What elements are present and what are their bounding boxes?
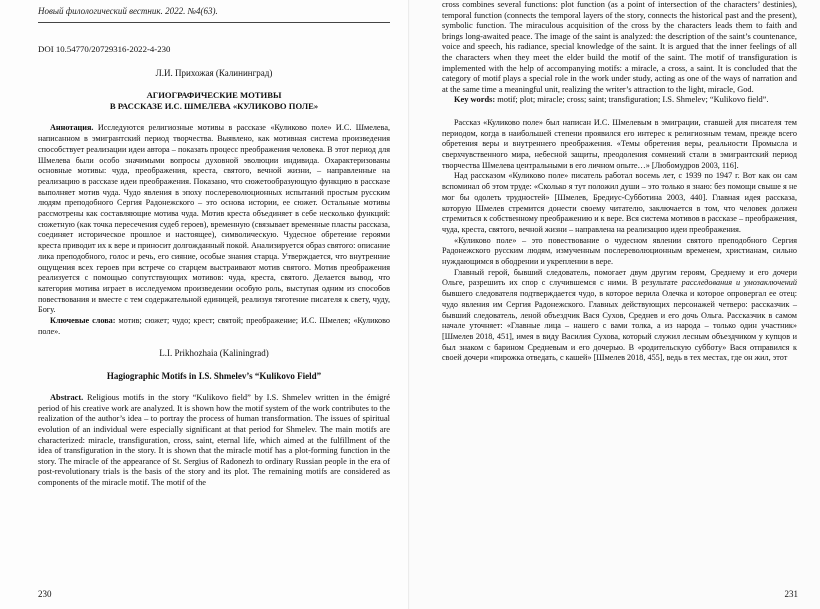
abstract-en bbox=[38, 393, 390, 488]
author-en: L.I. Prikhozhaia (Kaliningrad) bbox=[159, 348, 269, 359]
running-head: Новый филологический вестник. 2022. №4(63). bbox=[38, 6, 218, 16]
abstract-label: Аннотация. bbox=[50, 123, 94, 133]
left-column bbox=[38, 44, 390, 489]
header-rule bbox=[38, 22, 390, 23]
right-page bbox=[410, 0, 820, 609]
abstract-en-text: Religious motifs in the story “Kulikovo field” by I.S. Shmelev written in the émigré period of his creative work are analyzed. It is shown how the motif system of the work contributes to the realization of the author’s idea – to portray the process of human transformation. The issues of spiritual evolution of an individual were especially significant at that period for Shmelev. The main motifs are characterized: miracle, transfiguration, cross, saint, eternal life, which aimed at the fulfillment of the idea of transfiguration in the story. It is shown that the miracle motif has a plot-forming function in the story. The miracle of the appearance of St. Sergius of Radonezh to ordinary Russian people in the era of post-revolutionary trials is the basis of the story and its plot. The remaining motifs are considered as components of the miracle motif. The motif of the bbox=[38, 393, 390, 487]
body-paragraph-3: «Куликово поле» – это повествование о чудесном явлении святого преподобного Сергия Радонежского русским людям, измученным послереволюционным временем, христианам, сильно нуждающимся в ободрении и укреплении в вере. bbox=[442, 235, 797, 267]
keywords-ru-text: мотив; сюжет; чудо; крест; святой; преображение; И.С. Шмелев; «Куликово поле». bbox=[38, 316, 391, 336]
keywords-label: Ключевые слова: bbox=[50, 316, 116, 326]
doi: DOI 10.54770/20729316-2022-4-230 bbox=[38, 44, 171, 54]
para4-rest: бывшего следователя подтверждается чудо, в которое верила Олечка и которое опровергал ее отец: чудо явления им Сергия Радонежского. Главных действующих персонажей четверо: рассказчик – бывший следователь, леной объездчик Вася Сухов, Среднев и его дочь Ольга. Рассказчик в самом начале уточняет: «Главные лица – нашего с вами толка, а из народа – только один участник» [Шмелев 2018, 451], имея в виду Василия Сухова, который служил лесным объездчиком у купцов и был знаком с барином Средневым и его дочерью. В «родительскую субботу» Вася отправился к своей дочери «пирожка отведать, с кашей» [Шмелев 2018, 455], ведь в тех местах, где он жил, этот bbox=[442, 289, 797, 363]
abstract-en-continued: cross combines several functions: plot function (as a point of intersection of the characters’ destinies), temporal function (connects the temporal layers of the story, connects the historical past and the present), symbolic function. The miraculous acquisition of the cross by the characters leads them to faith and brings long-awaited peace. The image of the saint is analyzed: the description of the saint’s countenance, voice and speech, his radiance, special knowledge of the saint. It is argued that the inner feelings of all the characters when they meet the elder build the motif of the saint. The motif of transfiguration is implemented with the help of accompanying motifs: a miracle, a cross, a saint. It is concluded that the category of motif plays a special role in the work under study, acting as one of the ways of narration and at the same time a meaningful unit, realizing the writer’s attraction to the light, miracle, God. bbox=[442, 0, 797, 94]
para4-emphasis: расследования и умозаключений bbox=[681, 278, 797, 288]
body-paragraph-2: Над рассказом «Куликово поле» писатель работал восемь лет, с 1939 по 1947 г. Вот как он сам вспоминал об этом труде: «Сколько я тут положил души – это только я знаю: без помощи свыше я не мог бы одолеть трудностей» [Шмелев, Бредиус-Субботина 2003, 440]. Главная идея рассказа, которую Шмелев стремится донести своему читателю, заключается в том, что человек должен стремиться к собственному преображению и к вере. Вся система мотивов в рассказе – преображения, чуда, креста, святого, вечной жизни – направлена на реализацию идеи преображения. bbox=[442, 171, 797, 234]
abstract-ru-text: Исследуются религиозные мотивы в рассказе «Куликово поле» И.С. Шмелева, написанном в эмигрантский период творчества. Выявлено, как мотивная система произведения способствует реализации идеи автора – показать процесс преображения человека. В этот период для Шмелева были особо значимыми вопросы духовной эволюции индивида. Охарактеризованы основные мотивы: чуда, преображения, креста, святого, вечной жизни, – направленные на реализацию в рассказе идеи преображения. Показано, что сюжетообразующую функцию в рассказе выполняет мотив чуда. Чудо явления в эпоху послереволюционных испытаний простым русским людям преподобного Сергия Радонежского – это основа истории, ее сюжет. Остальные мотивы рассмотрены как составляющие мотива чуда. Мотив креста объединяет в себе несколько функций: сюжетную (как точка пересечения судеб героев), временную (связывает временные пласты рассказа, соединяет историческое прошлое и настоящее), символическую. Чудесное обретение героями креста приводит их к вере и приносит долгожданный покой. Анализируется образ святого: описание лика преподобного, голос и речь, его сияние, особые знания старца. Утверждается, что внутренние ощущения всех героев при встрече со старцем выстраивают мотив святого. Мотив преображения реализуется с помощью сопутствующих мотивов: чуда, креста, святого. Делается вывод, что категория мотива играет в исследуемом произведении особую роль, выступая одним из способов повествования и вместе с тем содержательной единицей, реализуя тяготение писателя к свету, чуду, Богу. bbox=[38, 123, 391, 315]
keywords-label-en: Key words: bbox=[454, 95, 496, 105]
keywords-en-text: motif; plot; miracle; cross; saint; transfiguration; I.S. Shmelev; “Kulikovo field”. bbox=[497, 95, 769, 105]
body-paragraph-4 bbox=[442, 268, 797, 364]
title-ru-line-2: В РАССКАЗЕ И.С. ШМЕЛЕВА «КУЛИКОВО ПОЛЕ» bbox=[109, 101, 319, 112]
title-ru-line-1: АГИОГРАФИЧЕСКИЕ МОТИВЫ bbox=[146, 90, 282, 101]
article-title-en: Hagiographic Motifs in I.S. Shmelev’s “Kulikovo Field” bbox=[106, 371, 322, 382]
page-number-right: 231 bbox=[784, 589, 798, 599]
right-column bbox=[442, 0, 797, 364]
article-title-ru bbox=[38, 90, 390, 112]
abstract-label-en: Abstract. bbox=[50, 393, 84, 403]
keywords-ru bbox=[38, 316, 390, 337]
abstract-ru bbox=[38, 123, 390, 316]
page-number-left: 230 bbox=[38, 589, 52, 599]
section-gap bbox=[442, 106, 797, 118]
author-ru: Л.И. Прихожая (Калининград) bbox=[155, 67, 273, 78]
para4-start: Главный герой, бывший следователь, помогает двум другим героям, Среднему и его дочери Ольге, разрешить их спор с случившемся с ними. В результате bbox=[442, 267, 797, 288]
body-paragraph-1: Рассказ «Куликово поле» был написан И.С. Шмелевым в эмиграции, ставшей для писателя тем периодом, когда в наибольшей степени проявился его интерес к религиозным темам, прежде всего обретения веры и внутреннего преображения. «Темы обретения веры, реальности Промысла и сверхчувственного мира, небесной защиты, преодоления сомнений стали в эмигрантский период творчества Шмелева центральными в его личном опыте…» [Любомудров 2003, 116]. bbox=[442, 117, 797, 170]
keywords-en bbox=[442, 95, 797, 106]
